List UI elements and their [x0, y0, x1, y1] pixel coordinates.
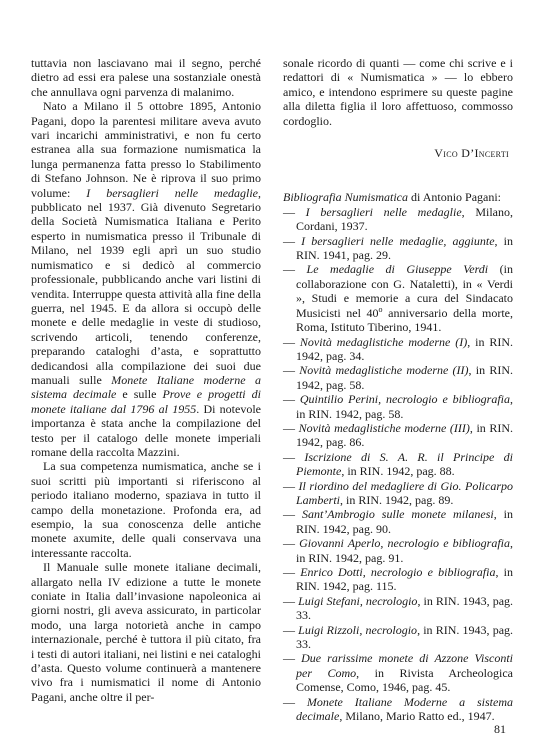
bibliography-entry [283, 507, 513, 536]
bibliography-entry [283, 651, 513, 694]
italic-text: Iscrizione di S. A. R. il Principe di Piemonte [296, 449, 513, 479]
bibliography-entry [283, 536, 513, 565]
bibliography-entry [283, 594, 513, 623]
text-segment: , in RIN. 1943, pag. 33. [296, 622, 514, 652]
italic-text: I bersaglieri nelle medaglie, aggiunte [301, 233, 495, 248]
text-segment: anniversario della morte, Roma, Istituto Tiberino, 1941. [296, 305, 513, 335]
text-segment: — [283, 449, 305, 464]
text-segment: , Milano, Mario Ratto ed., 1947. [339, 709, 495, 724]
text-segment: La sua competenza numismatica, anche se i suoi scritti più importanti si riferiscono al periodo italiano moderno, spaziava in tutto il campo della monetazione. Profonda era, ad esempio, la sua conoscenza delle antiche monete axumite, delle quali conservava una interessante raccolta. [31, 459, 261, 560]
text-segment: , in RIN. 1942, pag. 58. [296, 392, 513, 421]
italic-text: Sant’Ambrogio sulle monete milanesi [301, 507, 494, 522]
text-segment: , in RIN. 1942, pag. 88. [341, 464, 455, 479]
bibliography-entry [283, 450, 513, 479]
bibliography-entry [283, 623, 513, 652]
text-segment: Nato a Milano il 5 ottobre 1895, Antonio Pagani, dopo la parentesi militare aveva avuto vari incarichi amministrativi, e non fu certo estranea alla sua formazione numismatica la lunga permanenza fatta presso lo Stabilimento di Stefano Johnson. Ne è riprova il suo primo volume: [31, 99, 261, 200]
superscript-text: o [378, 304, 383, 314]
text-segment: , in RIN. 1942, pag. 115. [296, 565, 513, 594]
italic-text: Luigi Stefani, necrologio [298, 593, 418, 608]
body-paragraph [31, 459, 261, 560]
text-segment: e sulle [116, 387, 163, 402]
bibliography-title-rest: di Antonio Pagani: [408, 190, 502, 205]
bibliography-title-italic: Bibliografia Numismatica [283, 190, 409, 205]
right-column [283, 56, 513, 723]
text-segment: , in RIN. 1942, pag. 86. [296, 420, 513, 450]
bibliography-entry [283, 695, 513, 724]
bibliography-entry [283, 479, 513, 508]
text-segment: — [283, 536, 300, 551]
italic-text: Le medaglie di Giuseppe Verdi [306, 262, 489, 277]
text-segment: — [283, 622, 299, 637]
text-segment: — [283, 507, 302, 522]
text-segment: — [283, 420, 299, 435]
italic-text: Giovanni Aperlo, necrologio e bibliografia [299, 536, 510, 551]
italic-text: Monete Italiane Moderne a sistema decimale [296, 694, 513, 724]
bibliography-entry [283, 205, 513, 234]
text-segment: , in RIN. 1942, pag. 58. [296, 363, 514, 392]
text-segment: (in collaborazione con G. Nataletti), in « Verdi », Studi e memorie a cura del Sindacato Musicisti nel 40 [296, 262, 514, 320]
text-segment: , in RIN. 1942, pag. 91. [296, 536, 513, 565]
text-segment: , pubblicato nel 1937. Già divenuto Segretario della Società Numismatica Italiana e Perito esperto in numismatica presso il Tribunale di Milano, nel 1939 egli aprì un suo studio numismatico e si dedicò al commercio professionale, pubblicando anche vari listini di vendita. Interruppe questa attività alla fine della guerra, nel 1945. E da allora si occupò delle monete e delle medaglie in veste di studioso, scrivendo articoli, tenendo conferenze, preparando cataloghi d’asta, e soprattutto dedicandosi alla compilazione dei suoi due manuali sulle [31, 185, 262, 387]
text-segment: — [283, 233, 302, 248]
text-segment: — [283, 204, 306, 219]
left-column [31, 56, 261, 704]
text-segment: , in RIN. 1943, pag. 33. [296, 593, 514, 623]
bibliography-entry [283, 392, 513, 421]
text-segment: — [283, 334, 300, 349]
text-segment: — [283, 363, 300, 378]
text-segment: tuttavia non lasciavano mai il segno, perché dietro ad essi era palese una sostanziale onestà che annullava ogni parvenza di malanimo. [31, 56, 261, 99]
bibliography-entry [283, 335, 513, 364]
text-segment: , in RIN. 1941, pag. 29. [296, 233, 513, 263]
body-paragraph [31, 56, 261, 99]
text-segment: , in Rivista Archeologica Comense, Como, 1946, pag. 45. [296, 665, 513, 695]
text-segment: — [283, 694, 307, 709]
bibliography-entry [283, 363, 513, 392]
text-segment: — [283, 392, 300, 407]
bibliography-entry [283, 262, 513, 334]
italic-text: Luigi Rizzoli, necrologio [298, 622, 418, 637]
italic-text: Novità medaglistiche moderne (I) [299, 334, 468, 349]
body-paragraph [31, 99, 261, 459]
bibliography-title [283, 190, 513, 204]
italic-text: Il riordino del medagliere di Gio. Policarpo Lamberti [296, 478, 514, 507]
italic-text: Quintilio Perini, necrologio e bibliografia [299, 392, 510, 407]
text-segment: , in RIN. 1942, pag. 34. [296, 334, 514, 363]
italic-text: Monete Italiane moderne a sistema decimale [31, 372, 262, 402]
text-segment: — [283, 478, 299, 493]
text-segment: — [283, 565, 301, 579]
bibliography-list [283, 205, 513, 724]
author-signature: Vico D’Incerti [434, 146, 509, 161]
bibliography-entry [283, 234, 513, 263]
italic-text: Enrico Dotti, necrologio e bibliografia [300, 565, 496, 579]
text-segment: — [283, 593, 299, 608]
text-segment: — [283, 262, 307, 277]
italic-text: I bersaglieri nelle medaglie [86, 185, 259, 200]
bibliography-entry [283, 421, 513, 450]
italic-text: Novità medaglistiche moderne (III) [298, 420, 470, 435]
bibliography-entry [283, 565, 513, 594]
italic-text: Prove e progetti di monete italiane dal 1796 al 1955 [31, 387, 262, 416]
text-segment: , Milano, Cordani, 1937. [296, 204, 513, 234]
text-segment: — [283, 651, 302, 666]
italic-text: I bersaglieri nelle medaglie [305, 204, 462, 219]
text-segment: Il Manuale sulle monete italiane decimali, allargato nella IV edizione a tutte le monete coniate in Italia dall’invasione napoleonica ai giorni nostri, gli aveva assicurato, in particolar modo, una larga notorietà anche in campo internazionale, perché è tuttora il più citato, fra i testi di autori italiani, nei listini e nei cataloghi d’asta. Questo volume continuerà a mantenere vivo fra i numismatici il nome di Antonio Pagani, anche oltre il per- [31, 560, 261, 704]
italic-text: Novità medaglistiche moderne (II) [299, 363, 469, 378]
text-segment: , in RIN. 1942, pag. 90. [296, 507, 513, 536]
text-segment: , in RIN. 1942, pag. 89. [340, 492, 454, 507]
text-segment: . Di notevole importanza è stata anche la compilazione del testo per il catalogo delle monete imperiali romane della raccolta Mazzini. [31, 401, 262, 459]
body-paragraph [31, 560, 261, 704]
obituary-continuation: sonale ricordo di quanti — come chi scrive e i redattori di « Numismatica » — lo ebbero amico, e intendono esprimere su queste pagine alla diletta figlia il loro affettuoso, commosso cordoglio. [283, 56, 513, 128]
italic-text: Due rarissime monete di Azzone Visconti per Como [296, 651, 513, 680]
page-number: 81 [494, 722, 506, 736]
